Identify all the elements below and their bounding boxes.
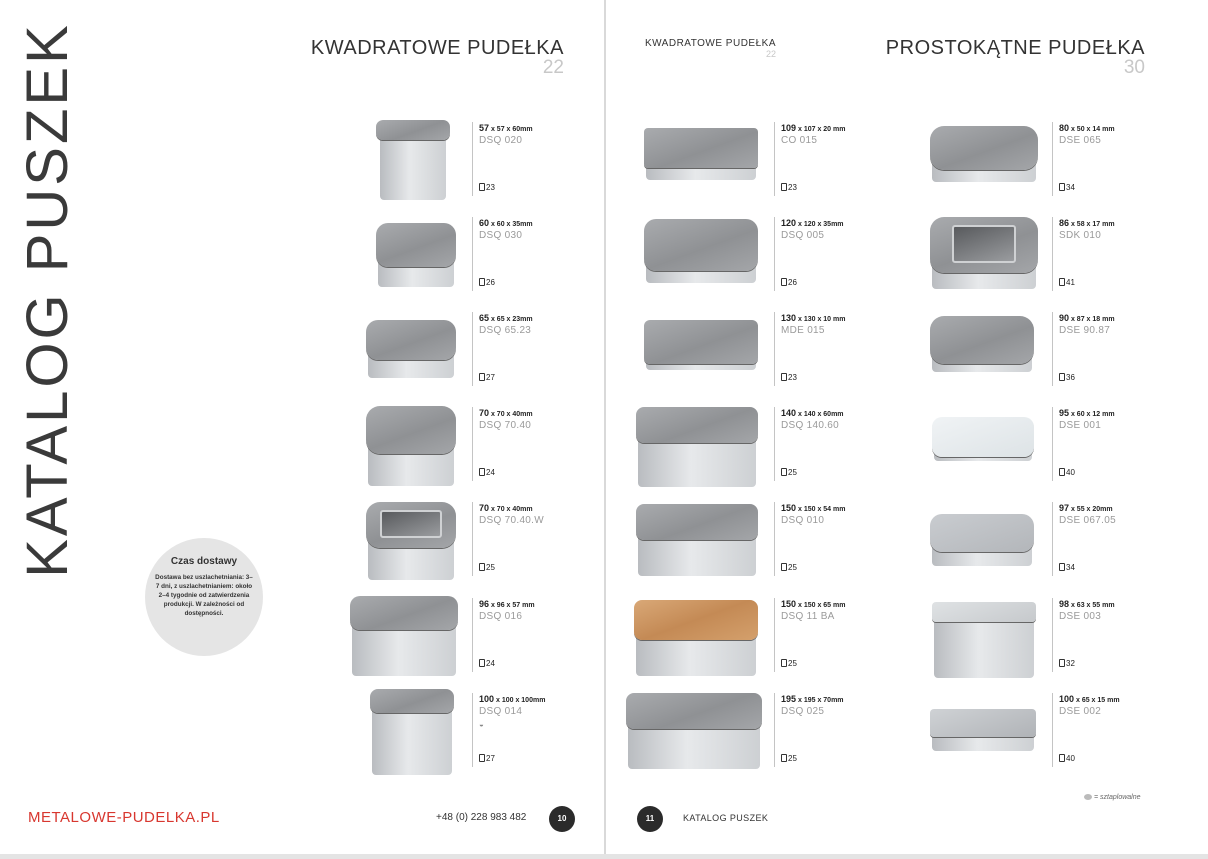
catalog-page-ref: 36	[1059, 373, 1075, 382]
catalog-page-ref: 25	[781, 659, 797, 668]
product-card[interactable]	[352, 308, 642, 400]
divider-line	[1052, 122, 1053, 196]
divider-line	[774, 217, 775, 291]
page-icon	[781, 183, 787, 191]
delivery-heading: Czas dostawy	[170, 556, 238, 567]
product-card[interactable]	[626, 118, 916, 210]
divider-line	[774, 312, 775, 386]
product-dimensions: 70 x 70 x 40mm	[479, 503, 533, 513]
stackable-icon	[1084, 794, 1092, 800]
stackable-icon: ◒	[479, 720, 484, 729]
catalog-page-ref: 23	[781, 183, 797, 192]
divider-line	[472, 122, 473, 196]
product-code: DSE 065	[1059, 135, 1102, 146]
product-code: DSE 003	[1059, 611, 1102, 622]
product-dimensions: 120 x 120 x 35mm	[781, 218, 844, 228]
page-icon	[479, 373, 485, 381]
product-dimensions: 100 x 65 x 15 mm	[1059, 694, 1120, 704]
page-icon	[479, 563, 485, 571]
catalog-page-ref: 25	[781, 754, 797, 763]
divider-line	[774, 502, 775, 576]
divider-line	[1052, 217, 1053, 291]
tin-image	[626, 689, 776, 779]
product-card[interactable]	[924, 689, 1208, 781]
right-page	[606, 0, 1208, 859]
right-small-section-header	[645, 38, 776, 59]
divider-line	[1052, 693, 1053, 767]
divider-line	[774, 407, 775, 481]
tin-image	[352, 498, 467, 588]
catalog-page-ref: 34	[1059, 563, 1075, 572]
footer-catalog-title: KATALOG PUSZEK	[683, 813, 769, 823]
product-card[interactable]	[352, 403, 642, 495]
tin-image	[924, 689, 1054, 779]
catalog-page-ref: 25	[479, 563, 495, 572]
product-card[interactable]	[352, 118, 642, 210]
right-small-section-count: 22	[765, 49, 776, 59]
product-dimensions: 98 x 63 x 55 mm	[1059, 599, 1115, 609]
product-dimensions: 195 x 195 x 70mm	[781, 694, 844, 704]
catalog-page-ref: 27	[479, 754, 495, 763]
product-card[interactable]	[626, 213, 916, 305]
tin-image	[348, 594, 463, 684]
product-card[interactable]	[352, 213, 642, 305]
tin-image	[626, 118, 776, 208]
page-icon	[1059, 183, 1065, 191]
product-code: DSQ 005	[781, 230, 825, 241]
product-card[interactable]	[924, 308, 1208, 400]
tin-image	[626, 213, 776, 303]
left-section-count: 22	[542, 57, 564, 78]
product-code: MDE 015	[781, 325, 825, 336]
product-code: DSQ 016	[479, 611, 523, 622]
tin-image	[626, 594, 776, 684]
divider-line	[774, 122, 775, 196]
product-dimensions: 140 x 140 x 60mm	[781, 408, 844, 418]
product-dimensions: 100 x 100 x 100mm	[479, 694, 546, 704]
tin-image	[924, 594, 1054, 684]
divider-line	[1052, 598, 1053, 672]
page-icon	[1059, 278, 1065, 286]
page-icon	[1059, 563, 1065, 571]
catalog-page-ref: 24	[479, 468, 495, 477]
catalog-page-ref: 26	[479, 278, 495, 287]
stackable-legend: = sztaplowalne	[1084, 794, 1141, 801]
tin-image	[924, 118, 1054, 208]
product-card[interactable]	[626, 403, 916, 495]
product-code: DSE 067.05	[1059, 515, 1116, 526]
product-code: DSQ 025	[781, 706, 825, 717]
product-code: DSE 001	[1059, 420, 1102, 431]
page-icon	[781, 373, 787, 381]
page-icon	[479, 468, 485, 476]
tin-image	[352, 689, 467, 779]
product-dimensions: 80 x 50 x 14 mm	[1059, 123, 1115, 133]
page-icon	[1059, 659, 1065, 667]
divider-line	[472, 598, 473, 672]
product-dimensions: 150 x 150 x 65 mm	[781, 599, 846, 609]
catalog-page-ref: 25	[781, 468, 797, 477]
product-dimensions: 97 x 55 x 20mm	[1059, 503, 1113, 513]
product-dimensions: 109 x 107 x 20 mm	[781, 123, 846, 133]
product-card[interactable]	[626, 308, 916, 400]
product-dimensions: 90 x 87 x 18 mm	[1059, 313, 1115, 323]
product-card[interactable]	[924, 213, 1208, 305]
page-icon	[1059, 468, 1065, 476]
product-code: DSQ 030	[479, 230, 523, 241]
product-card[interactable]	[348, 594, 638, 686]
product-code: CO 015	[781, 135, 818, 146]
tin-image	[352, 118, 467, 208]
divider-line	[774, 693, 775, 767]
product-card[interactable]	[924, 403, 1208, 495]
product-code: DSQ 11 BA	[781, 611, 835, 622]
catalog-page-ref: 34	[1059, 183, 1075, 192]
product-code: DSE 90.87	[1059, 325, 1111, 336]
divider-line	[1052, 502, 1053, 576]
product-dimensions: 60 x 60 x 35mm	[479, 218, 533, 228]
tin-image	[924, 308, 1054, 398]
product-dimensions: 86 x 58 x 17 mm	[1059, 218, 1115, 228]
tin-image	[924, 213, 1054, 303]
tin-image	[626, 498, 776, 588]
product-dimensions: 65 x 65 x 23mm	[479, 313, 533, 323]
divider-line	[1052, 312, 1053, 386]
page-icon	[781, 563, 787, 571]
divider-line	[774, 598, 775, 672]
tin-image	[626, 403, 776, 493]
catalog-page-ref: 23	[479, 183, 495, 192]
product-code: SDK 010	[1059, 230, 1102, 241]
page-number-left: 10	[549, 806, 575, 832]
product-code: DSE 002	[1059, 706, 1102, 717]
left-section-header	[311, 37, 564, 77]
product-card[interactable]	[626, 498, 916, 590]
page-icon	[781, 659, 787, 667]
tin-image	[924, 403, 1054, 493]
catalog-page-ref: 26	[781, 278, 797, 287]
product-dimensions: 150 x 150 x 54 mm	[781, 503, 846, 513]
tin-image	[924, 498, 1054, 588]
product-card[interactable]	[352, 498, 642, 590]
product-card[interactable]	[626, 594, 916, 686]
divider-line	[472, 217, 473, 291]
divider-line	[472, 693, 473, 767]
product-card[interactable]	[924, 594, 1208, 686]
product-code: DSQ 014	[479, 706, 523, 717]
catalog-page-ref: 24	[479, 659, 495, 668]
product-dimensions: 96 x 96 x 57 mm	[479, 599, 535, 609]
left-section-title: KWADRATOWE PUDEŁKA	[310, 37, 564, 59]
page-number-right: 11	[637, 806, 663, 832]
delivery-text: Dostawa bez uszlachetniania: 3–7 dni, z uszlachetnianiem: około 2–4 tygodnie od zatwierdzenia produkcji. W zależności od dostępności.	[155, 574, 253, 617]
catalog-page-ref: 40	[1059, 754, 1075, 763]
catalog-page-ref: 27	[479, 373, 495, 382]
right-small-section-title: KWADRATOWE PUDEŁKA	[644, 38, 776, 49]
delivery-time-badge	[145, 538, 263, 656]
product-code: DSQ 020	[479, 135, 523, 146]
product-code: DSQ 70.40.W	[479, 515, 544, 526]
catalog-page-ref: 32	[1059, 659, 1075, 668]
page-icon	[1059, 373, 1065, 381]
catalog-page-ref: 23	[781, 373, 797, 382]
footer-brand-link[interactable]: METALOWE-PUDELKA.PL	[28, 809, 220, 826]
product-dimensions: 95 x 60 x 12 mm	[1059, 408, 1115, 418]
divider-line	[1052, 407, 1053, 481]
page-icon	[479, 183, 485, 191]
right-section-count: 30	[1123, 57, 1145, 78]
tin-image	[626, 308, 776, 398]
page-icon	[781, 468, 787, 476]
product-code: DSQ 70.40	[479, 420, 532, 431]
vertical-catalog-title: KATALOG PUSZEK	[15, 22, 80, 578]
tin-image	[352, 308, 467, 398]
page-icon	[479, 754, 485, 762]
product-code: DSQ 140.60	[781, 420, 840, 431]
page-icon	[1059, 754, 1065, 762]
product-card[interactable]	[924, 118, 1208, 210]
product-dimensions: 70 x 70 x 40mm	[479, 408, 533, 418]
catalog-page-ref: 40	[1059, 468, 1075, 477]
tin-image	[352, 213, 467, 303]
catalog-page-ref: 25	[781, 563, 797, 572]
product-dimensions: 57 x 57 x 60mm	[479, 123, 533, 133]
right-section-header	[886, 37, 1145, 77]
product-dimensions: 130 x 130 x 10 mm	[781, 313, 846, 323]
product-code: DSQ 65.23	[479, 325, 532, 336]
divider-line	[472, 312, 473, 386]
page-icon	[781, 278, 787, 286]
right-section-title: PROSTOKĄTNE PUDEŁKA	[885, 37, 1145, 59]
footer-phone: +48 (0) 228 983 482	[436, 812, 527, 823]
product-card[interactable]	[924, 498, 1208, 590]
page-icon	[479, 278, 485, 286]
catalog-page-ref: 41	[1059, 278, 1075, 287]
product-card[interactable]	[626, 689, 916, 781]
divider-line	[472, 502, 473, 576]
tin-image	[352, 403, 467, 493]
product-card[interactable]	[352, 689, 642, 781]
divider-line	[472, 407, 473, 481]
product-code: DSQ 010	[781, 515, 825, 526]
page-icon	[781, 754, 787, 762]
page-icon	[479, 659, 485, 667]
